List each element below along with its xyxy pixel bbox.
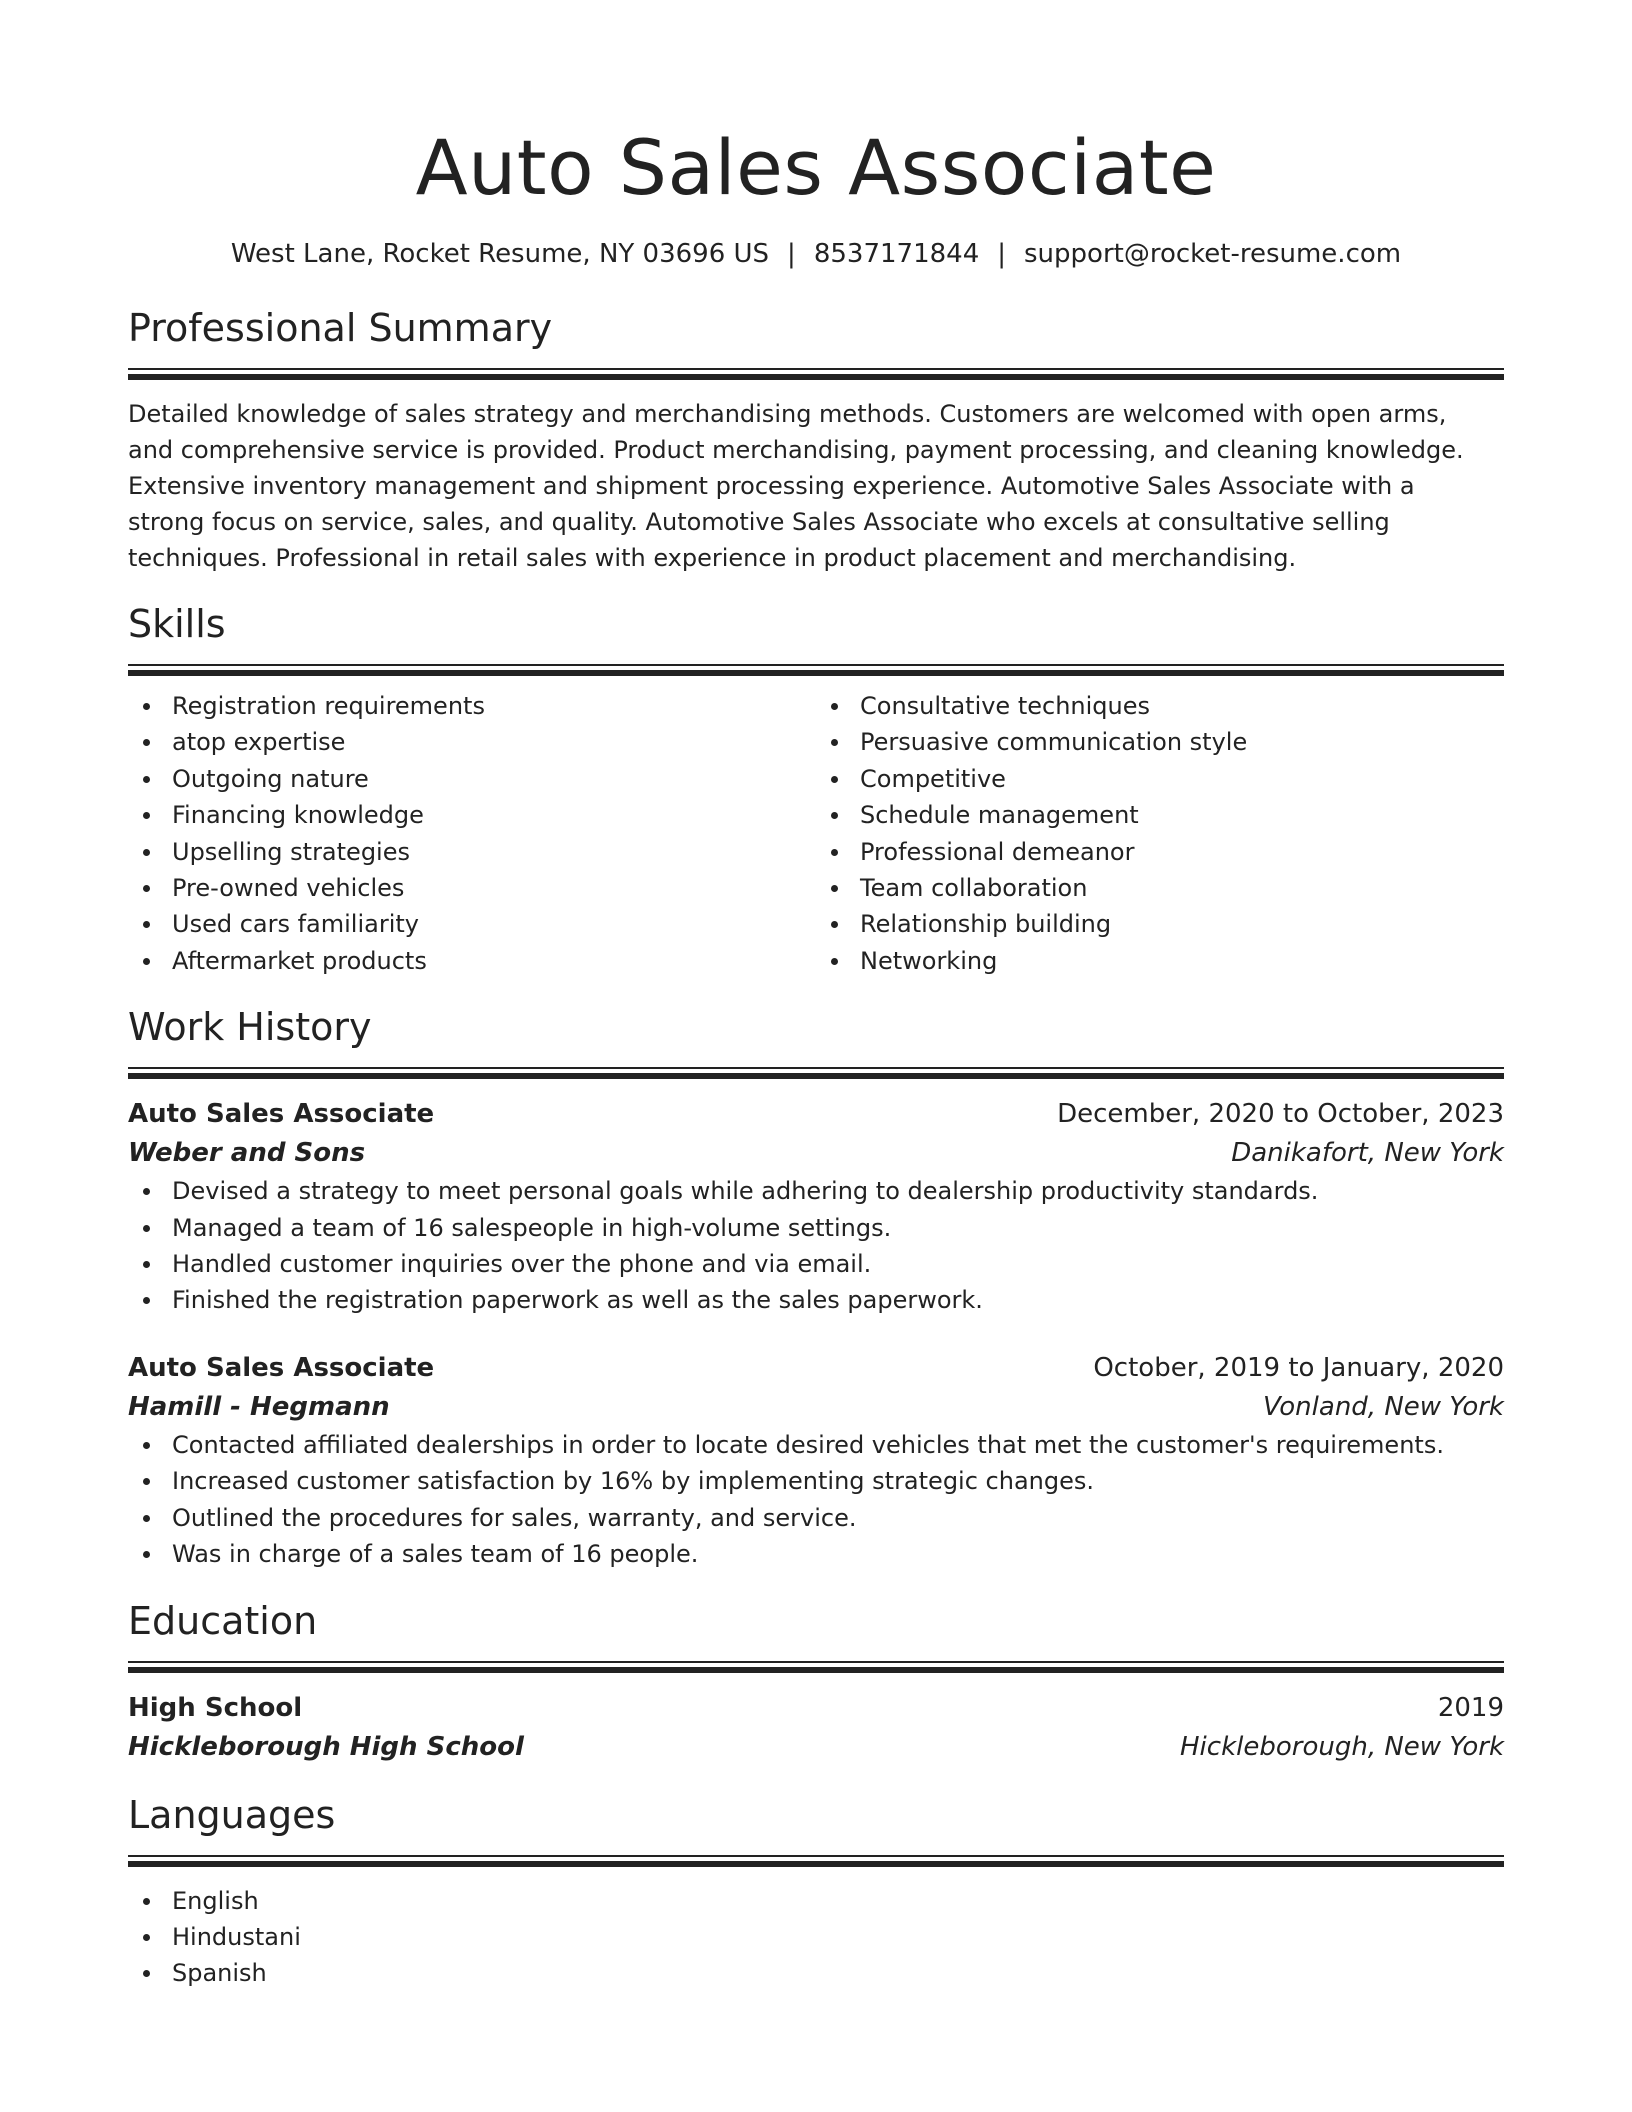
job-bullets [128,1173,1504,1319]
language-item: Hindustani [128,1919,1504,1955]
section-title-languages: Languages [128,1792,336,1837]
skill-item: Relationship building [816,906,1504,942]
skill-item: Competitive [816,761,1504,797]
job-bullet: Finished the registration paperwork as well as the sales paperwork. [128,1282,1504,1318]
work-section [128,1003,1504,1572]
job-bullet: Outlined the procedures for sales, warranty, and service. [128,1500,1504,1536]
skill-item: Consultative techniques [816,688,1504,724]
skill-item: Used cars familiarity [128,906,816,942]
job-bullet: Contacted affiliated dealerships in order to locate desired vehicles that met the customer's requirements. [128,1427,1504,1463]
job-bullets [128,1427,1504,1573]
education-entry [128,1689,1504,1767]
job-dates: December, 2020 to October, 2023 [1057,1099,1504,1130]
job-title: Auto Sales Associate [128,1352,435,1383]
language-item: English [128,1883,1504,1919]
job-bullet: Managed a team of 16 salespeople in high-volume settings. [128,1210,1504,1246]
skill-item: Team collaboration [816,870,1504,906]
job-bullet: Increased customer satisfaction by 16% by implementing strategic changes. [128,1463,1504,1499]
section-divider [128,368,1504,380]
contact-address: West Lane, Rocket Resume, NY 03696 US [230,239,770,269]
skill-item: Schedule management [816,797,1504,833]
education-section [128,1597,1504,1767]
language-item: Spanish [128,1955,1504,1991]
education-subheader-row [128,1728,1504,1767]
section-divider [128,1067,1504,1079]
languages-list [128,1883,1504,1992]
skills-section [128,600,1504,979]
contact-separator: | [787,239,796,269]
job-bullet: Was in charge of a sales team of 16 people. [128,1536,1504,1572]
job-dates: October, 2019 to January, 2020 [1093,1352,1504,1383]
skill-item: Financing knowledge [128,797,816,833]
skill-item: Pre-owned vehicles [128,870,816,906]
section-divider [128,664,1504,676]
job-company: Weber and Sons [128,1138,366,1169]
education-degree: High School [128,1692,303,1723]
languages-section [128,1791,1504,1992]
job-location: Danikafort, New York [1231,1138,1504,1169]
resume-name: Auto Sales Associate [415,123,1217,212]
job-subheader-row [128,1134,1504,1173]
job-entry [128,1095,1504,1319]
contact-line [128,234,1504,274]
summary-section [128,304,1504,576]
skill-item: atop expertise [128,724,816,760]
job-bullet: Devised a strategy to meet personal goals while adhering to dealership productivity standards. [128,1173,1504,1209]
job-company: Hamill - Hegmann [128,1391,390,1422]
skill-item: Outgoing nature [128,761,816,797]
summary-text: Detailed knowledge of sales strategy and merchandising methods. Customers are welcomed with open arms, and comprehensive service is provided. Product merchandising, payment processing, and cleaning knowledge. Extensive inventory management and shipment processing experience. Automotive Sales Associate with a strong focus on service, sales, and quality. Automotive Sales Associate who excels at consultative selling techniques. Professional in retail sales with experience in product placement and merchandising. [128,400,1464,572]
section-title-education: Education [128,1598,318,1643]
skill-item: Networking [816,943,1504,979]
job-entry [128,1349,1504,1573]
job-header-row [128,1349,1504,1388]
skills-column-right [816,688,1504,979]
section-divider [128,1661,1504,1673]
section-title-skills: Skills [128,602,226,646]
contact-separator: | [997,239,1006,269]
contact-email: support@rocket-resume.com [1024,239,1402,269]
section-title-work: Work History [128,1005,372,1050]
skill-item: Upselling strategies [128,834,816,870]
skill-item: Professional demeanor [816,834,1504,870]
section-title-summary: Professional Summary [128,306,553,350]
education-header-row [128,1689,1504,1728]
skill-item: Registration requirements [128,688,816,724]
job-header-row [128,1095,1504,1134]
education-school: Hickleborough High School [128,1731,524,1762]
job-location: Vonland, New York [1263,1391,1504,1422]
education-year: 2019 [1437,1692,1504,1723]
job-bullet: Handled customer inquiries over the phone and via email. [128,1246,1504,1282]
contact-phone: 8537171844 [813,239,980,269]
skills-column-left [128,688,816,979]
job-subheader-row [128,1388,1504,1427]
section-divider [128,1855,1504,1867]
skill-item: Aftermarket products [128,943,816,979]
education-location: Hickleborough, New York [1180,1731,1504,1762]
job-title: Auto Sales Associate [128,1099,435,1130]
skills-grid [128,688,1504,979]
skill-item: Persuasive communication style [816,724,1504,760]
